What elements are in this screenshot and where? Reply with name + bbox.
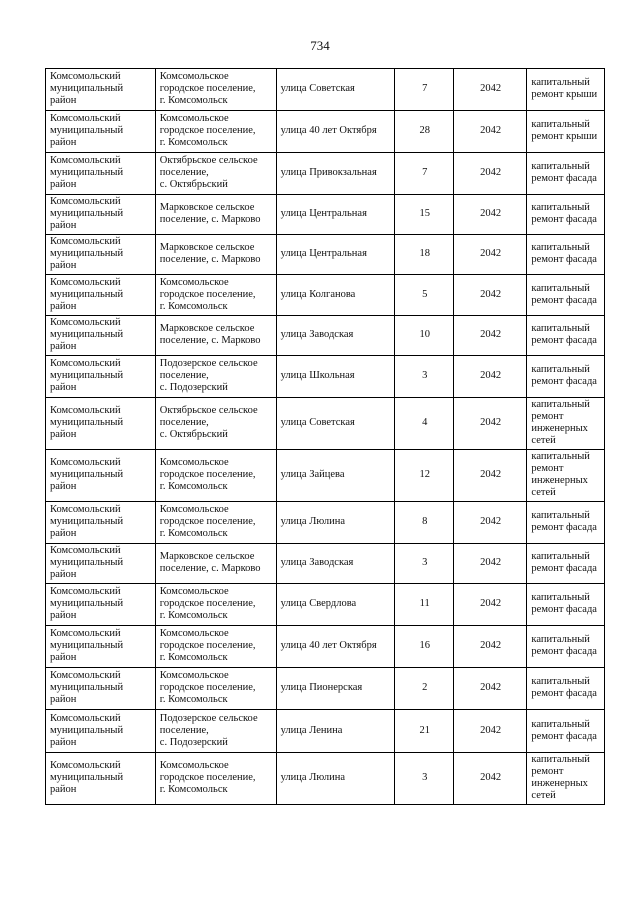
district-cell-text: Комсомольский муниципальный район (50, 113, 124, 148)
table-body (46, 69, 605, 805)
year-cell (453, 356, 527, 398)
year-cell (453, 626, 527, 668)
year-cell-text: 2042 (480, 248, 502, 259)
work-type-cell (527, 626, 605, 668)
house-number-cell-text: 15 (419, 208, 430, 219)
work-type-cell (527, 69, 605, 111)
house-number-cell-text: 21 (419, 724, 430, 736)
house-number-cell-text: 8 (422, 516, 428, 527)
house-number-cell (395, 450, 453, 502)
year-cell-text: 2042 (480, 288, 502, 300)
settlement-cell (155, 153, 276, 195)
work-type-cell-text: капитальный ремонт крыши (531, 119, 598, 142)
house-number-cell-text: 3 (422, 557, 428, 568)
table-row (46, 450, 605, 502)
work-type-cell-text: капитальный ремонт фасада (531, 718, 597, 742)
work-type-cell (527, 356, 605, 398)
street-cell-text: улица Свердлова (280, 598, 357, 609)
street-cell (276, 356, 395, 398)
house-number-cell (395, 710, 453, 753)
settlement-cell (155, 356, 276, 398)
district-cell-text: Комсомольский муниципальный район (50, 405, 124, 440)
settlement-cell-text: Марковское сельское поселение, с. Марково (159, 202, 261, 225)
work-type-cell (527, 544, 605, 584)
year-cell (453, 153, 527, 195)
settlement-cell-text: Марковское сельское поселение, с. Марково (159, 242, 261, 265)
house-number-cell (395, 195, 453, 235)
street-cell-text: улица Люлина (280, 516, 346, 527)
street-cell-text: улица Привокзальная (280, 167, 377, 178)
work-type-cell-text: капитальный ремонт фасада (531, 551, 597, 574)
settlement-cell (155, 111, 276, 153)
settlement-cell-text: Октябрьское сельское поселение, с. Октябрьский (159, 405, 258, 440)
house-number-cell (395, 69, 453, 111)
district-cell (46, 450, 156, 502)
street-cell-text: улица Люлина (280, 772, 346, 783)
house-number-cell-text: 7 (422, 167, 428, 178)
house-number-cell (395, 668, 453, 710)
district-cell-text: Комсомольский муниципальный район (50, 71, 124, 106)
settlement-cell-text: Октябрьское сельское поселение, с. Октябрьский (159, 155, 258, 190)
district-cell (46, 111, 156, 153)
district-cell (46, 398, 156, 450)
year-cell-text: 2042 (480, 208, 502, 219)
district-cell-text: Комсомольский муниципальный район (50, 628, 124, 663)
work-type-cell (527, 450, 605, 502)
year-cell (453, 710, 527, 753)
settlement-cell (155, 584, 276, 626)
settlement-cell (155, 753, 276, 805)
table-row (46, 69, 605, 111)
street-cell (276, 69, 395, 111)
table-row (46, 502, 605, 544)
work-type-cell (527, 584, 605, 626)
year-cell-text: 2042 (480, 329, 502, 340)
district-cell-text: Комсомольский муниципальный район (50, 504, 124, 539)
district-cell-text: Комсомольский муниципальный район (50, 457, 124, 492)
street-cell-text: улица Колганова (280, 288, 356, 300)
street-cell (276, 111, 395, 153)
table-row (46, 111, 605, 153)
year-cell (453, 668, 527, 710)
street-cell (276, 502, 395, 544)
settlement-cell-text: Комсомольское городское поселение, г. Комсомольск (159, 628, 256, 663)
year-cell (453, 235, 527, 275)
year-cell-text: 2042 (480, 557, 502, 568)
work-type-cell (527, 111, 605, 153)
street-cell-text: улица Центральная (280, 248, 367, 259)
work-type-cell-text: капитальный ремонт инженерных сетей (531, 754, 590, 801)
district-cell (46, 753, 156, 805)
settlement-cell-text: Комсомольское городское поселение, г. Комсомольск (159, 113, 256, 148)
work-type-cell-text: капитальный ремонт крыши (531, 77, 598, 100)
street-cell-text: улица Советская (280, 83, 355, 94)
settlement-cell-text: Подозерское сельское поселение, с. Подозерский (159, 358, 258, 393)
street-cell (276, 398, 395, 450)
house-number-cell (395, 235, 453, 275)
district-cell-text: Комсомольский муниципальный район (50, 358, 124, 393)
street-cell-text: улица Школьная (280, 370, 355, 381)
house-number-cell (395, 502, 453, 544)
year-cell-text: 2042 (480, 598, 502, 609)
house-number-cell-text: 3 (422, 772, 428, 783)
district-cell (46, 668, 156, 710)
work-type-cell (527, 398, 605, 450)
table-row (46, 544, 605, 584)
street-cell-text: улица Зайцева (280, 469, 345, 480)
district-cell-text: Комсомольский муниципальный район (50, 236, 124, 271)
year-cell (453, 195, 527, 235)
table-row (46, 584, 605, 626)
district-cell-text: Комсомольский муниципальный район (50, 317, 124, 352)
street-cell (276, 544, 395, 584)
street-cell-text: улица Заводская (280, 557, 354, 568)
street-cell (276, 626, 395, 668)
work-type-cell (527, 195, 605, 235)
house-number-cell-text: 3 (422, 370, 428, 381)
settlement-cell-text: Комсомольское городское поселение, г. Комсомольск (159, 586, 256, 621)
street-cell (276, 450, 395, 502)
house-number-cell (395, 544, 453, 584)
street-cell-text: улица Советская (280, 417, 355, 428)
work-type-cell (527, 502, 605, 544)
street-cell (276, 584, 395, 626)
district-cell (46, 544, 156, 584)
house-number-cell-text: 2 (422, 682, 428, 693)
year-cell-text: 2042 (480, 125, 502, 136)
settlement-cell (155, 235, 276, 275)
work-type-cell-text: капитальный ремонт фасада (531, 282, 597, 306)
house-number-cell-text: 11 (419, 598, 430, 609)
district-cell-text: Комсомольский муниципальный район (50, 712, 124, 748)
table-row (46, 398, 605, 450)
year-cell (453, 544, 527, 584)
settlement-cell (155, 626, 276, 668)
table-row (46, 356, 605, 398)
house-number-cell-text: 12 (419, 469, 430, 480)
work-type-cell-text: капитальный ремонт фасада (531, 161, 597, 184)
table-row (46, 626, 605, 668)
street-cell-text: улица 40 лет Октября (280, 640, 377, 651)
house-number-cell-text: 28 (419, 125, 430, 136)
year-cell-text: 2042 (480, 83, 502, 94)
district-cell-text: Комсомольский муниципальный район (50, 586, 124, 621)
year-cell (453, 316, 527, 356)
house-number-cell-text: 16 (419, 640, 430, 651)
district-cell (46, 195, 156, 235)
work-type-cell (527, 316, 605, 356)
house-number-cell-text: 18 (419, 248, 430, 259)
street-cell (276, 235, 395, 275)
street-cell (276, 753, 395, 805)
settlement-cell-text: Комсомольское городское поселение, г. Комсомольск (159, 457, 256, 492)
street-cell (276, 153, 395, 195)
settlement-cell (155, 668, 276, 710)
street-cell (276, 275, 395, 316)
table-row (46, 710, 605, 753)
house-number-cell-text: 7 (422, 83, 428, 94)
year-cell-text: 2042 (480, 772, 502, 783)
house-number-cell (395, 356, 453, 398)
district-cell (46, 235, 156, 275)
street-cell-text: улица Пионерская (280, 682, 363, 693)
year-cell (453, 450, 527, 502)
house-number-cell (395, 153, 453, 195)
table-row (46, 235, 605, 275)
house-number-cell (395, 316, 453, 356)
year-cell-text: 2042 (480, 640, 502, 651)
district-cell-text: Комсомольский муниципальный район (50, 155, 124, 190)
year-cell-text: 2042 (480, 682, 502, 693)
settlement-cell-text: Комсомольское городское поселение, г. Комсомольск (159, 760, 256, 795)
settlement-cell (155, 69, 276, 111)
work-type-cell (527, 235, 605, 275)
house-number-cell (395, 753, 453, 805)
street-cell (276, 316, 395, 356)
work-type-cell-text: капитальный ремонт фасада (531, 634, 597, 657)
table-row (46, 753, 605, 805)
house-number-cell (395, 398, 453, 450)
settlement-cell (155, 195, 276, 235)
table-row (46, 668, 605, 710)
work-type-cell-text: капитальный ремонт фасада (531, 676, 597, 699)
settlement-cell (155, 316, 276, 356)
year-cell (453, 111, 527, 153)
work-type-cell (527, 275, 605, 316)
page-number: 734 (310, 38, 330, 53)
settlement-cell-text: Марковское сельское поселение, с. Марково (159, 551, 261, 574)
settlement-cell (155, 398, 276, 450)
street-cell (276, 668, 395, 710)
settlement-cell (155, 544, 276, 584)
year-cell (453, 584, 527, 626)
district-cell (46, 356, 156, 398)
settlement-cell-text: Комсомольское городское поселение, г. Комсомольск (159, 71, 256, 106)
district-cell (46, 316, 156, 356)
work-type-cell (527, 753, 605, 805)
work-type-cell-text: капитальный ремонт фасада (531, 242, 597, 265)
house-number-cell-text: 10 (419, 329, 430, 340)
house-number-cell (395, 275, 453, 316)
settlement-cell-text: Комсомольское городское поселение, г. Комсомольск (159, 670, 256, 705)
district-cell (46, 502, 156, 544)
settlement-cell (155, 502, 276, 544)
work-type-cell-text: капитальный ремонт фасада (531, 202, 597, 225)
street-cell-text: улица Заводская (280, 329, 354, 340)
year-cell-text: 2042 (480, 724, 502, 736)
year-cell-text: 2042 (480, 417, 502, 428)
district-cell-text: Комсомольский муниципальный район (50, 276, 124, 312)
street-cell-text: улица Центральная (280, 208, 367, 219)
settlement-cell-text: Подозерское сельское поселение, с. Подозерский (159, 712, 258, 748)
work-type-cell-text: капитальный ремонт инженерных сетей (531, 451, 590, 498)
street-cell (276, 710, 395, 753)
district-cell-text: Комсомольский муниципальный район (50, 670, 124, 705)
district-cell-text: Комсомольский муниципальный район (50, 196, 124, 231)
work-type-cell (527, 153, 605, 195)
house-number-cell-text: 5 (422, 288, 428, 300)
year-cell (453, 753, 527, 805)
year-cell (453, 398, 527, 450)
work-type-cell-text: капитальный ремонт фасада (531, 364, 597, 387)
district-cell (46, 69, 156, 111)
table-row (46, 153, 605, 195)
settlement-cell (155, 275, 276, 316)
district-cell-text: Комсомольский муниципальный район (50, 545, 124, 580)
year-cell (453, 275, 527, 316)
street-cell (276, 195, 395, 235)
district-cell (46, 626, 156, 668)
work-type-cell-text: капитальный ремонт фасада (531, 592, 597, 615)
year-cell (453, 69, 527, 111)
year-cell-text: 2042 (480, 516, 502, 527)
settlement-cell (155, 710, 276, 753)
year-cell-text: 2042 (480, 469, 502, 480)
district-cell (46, 275, 156, 316)
work-type-cell-text: капитальный ремонт инженерных сетей (531, 399, 590, 446)
settlement-cell (155, 450, 276, 502)
settlement-cell-text: Марковское сельское поселение, с. Марково (159, 323, 261, 346)
table-row (46, 316, 605, 356)
year-cell-text: 2042 (480, 370, 502, 381)
settlement-cell-text: Комсомольское городское поселение, г. Комсомольск (159, 504, 256, 539)
work-type-cell-text: капитальный ремонт фасада (531, 510, 597, 533)
year-cell (453, 502, 527, 544)
house-number-cell (395, 584, 453, 626)
district-cell (46, 710, 156, 753)
district-cell (46, 153, 156, 195)
work-type-cell (527, 668, 605, 710)
house-number-cell (395, 111, 453, 153)
work-type-cell (527, 710, 605, 753)
district-cell (46, 584, 156, 626)
house-number-cell (395, 626, 453, 668)
house-number-cell-text: 4 (422, 417, 428, 428)
street-cell-text: улица Ленина (280, 724, 343, 736)
year-cell-text: 2042 (480, 167, 502, 178)
district-cell-text: Комсомольский муниципальный район (50, 760, 124, 795)
work-type-cell-text: капитальный ремонт фасада (531, 323, 597, 346)
street-cell-text: улица 40 лет Октября (280, 125, 377, 136)
repair-schedule-table (45, 68, 605, 805)
table-row (46, 195, 605, 235)
settlement-cell-text: Комсомольское городское поселение, г. Комсомольск (159, 276, 256, 312)
table-row (46, 275, 605, 316)
